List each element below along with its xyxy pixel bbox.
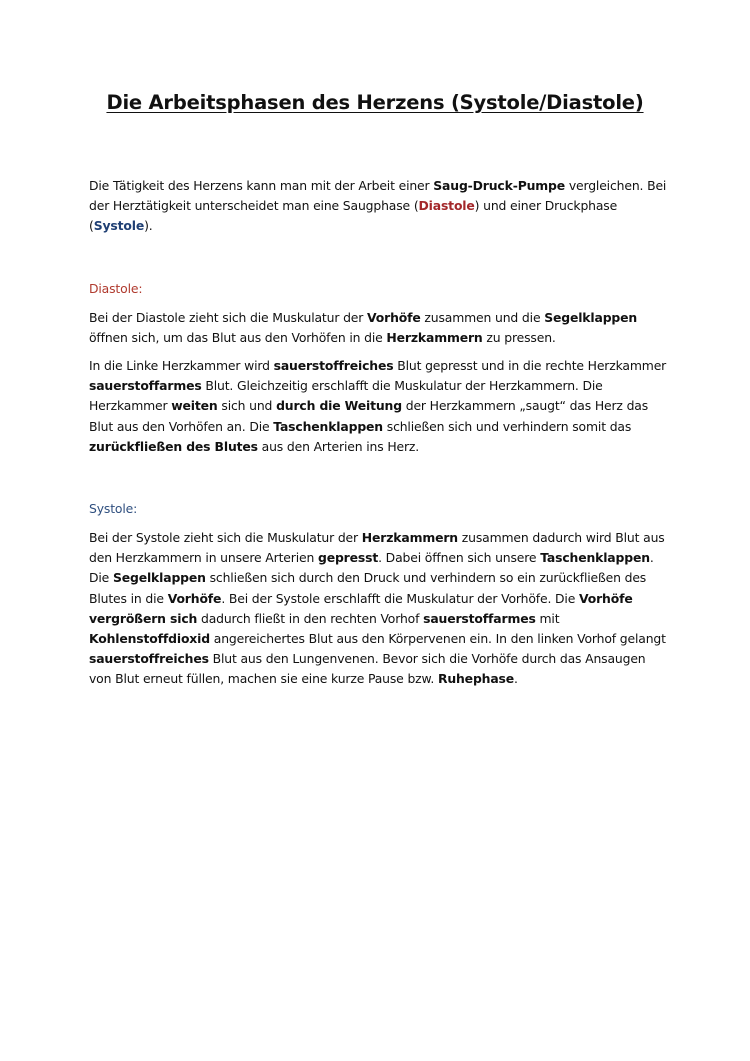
intro-text: vergleichen. Bei der Herztätigkeit unterscheidet man eine Saugphase ( <box>89 178 667 214</box>
systole-heading: Systole: <box>89 501 138 517</box>
bold-term: Vorhöfe <box>367 309 421 325</box>
body-text: zu pressen. <box>482 329 556 345</box>
body-text: Bei der Systole zieht sich die Muskulatur der <box>89 530 362 546</box>
bold-term: weiten <box>171 398 218 414</box>
page-title: Die Arbeitsphasen des Herzens (Systole/Diastole) <box>106 91 644 114</box>
bold-term: zurückfließen des Blutes <box>89 438 258 454</box>
systole-term: Systole <box>93 218 145 234</box>
body-text: angereichertes Blut aus den Körpervenen ein. In den linken Vorhof gelangt <box>209 631 666 647</box>
body-text: Blut. Gleichzeitig erschlafft die Muskulatur der Herzkammern. Die Herzkammer <box>89 378 603 414</box>
body-text: sich und <box>217 398 277 414</box>
bold-term: Herzkammern <box>386 329 483 345</box>
diastole-paragraph-2 <box>89 356 669 457</box>
body-text: . Die <box>89 550 654 586</box>
intro-text: Die Tätigkeit des Herzens kann man mit der Arbeit einer <box>89 178 434 193</box>
bold-term: Ruhephase <box>437 671 515 687</box>
bold-term: durch die Weitung <box>276 398 402 414</box>
body-text: zusammen und die <box>420 309 545 325</box>
intro-text: ). <box>144 218 153 234</box>
body-text: mit <box>535 610 560 626</box>
body-text: Bei der Diastole zieht sich die Muskulatur der <box>89 309 367 325</box>
bold-term: gepresst <box>317 550 379 566</box>
bold-term: sauerstoffarmes <box>423 610 536 626</box>
body-text: . Dabei öffnen sich unsere <box>378 550 541 566</box>
bold-term: Herzkammern <box>361 530 458 546</box>
diastole-paragraph-1 <box>89 308 669 348</box>
systole-paragraph-1 <box>89 528 669 690</box>
bold-term: Segelklappen <box>112 570 206 586</box>
diastole-term: Diastole <box>418 198 475 214</box>
body-text: öffnen sich, um das Blut aus den Vorhöfen in die <box>89 329 387 345</box>
bold-term: Vorhöfe vergrößern sich <box>89 590 633 626</box>
body-text: In die Linke Herzkammer wird <box>89 358 274 374</box>
body-text: dadurch fließt in den rechten Vorhof <box>197 610 424 626</box>
body-text: schließen sich durch den Druck und verhindern so ein zurückfließen des Blutes in die <box>89 570 647 606</box>
intro-paragraph <box>89 176 669 237</box>
bold-term: sauerstoffreiches <box>89 651 209 667</box>
bold-term: Taschenklappen <box>273 418 383 434</box>
body-text: aus den Arterien ins Herz. <box>257 438 420 454</box>
bold-term: Segelklappen <box>544 309 638 325</box>
body-text: schließen sich und verhindern somit das <box>382 418 632 434</box>
bold-term: Kohlenstoffdioxid <box>89 631 210 647</box>
body-text: zusammen dadurch wird Blut aus den Herzkammern in unsere Arterien <box>89 530 665 566</box>
intro-text: ) und einer Druckphase ( <box>89 198 618 234</box>
bold-term: Vorhöfe <box>167 590 222 606</box>
intro-bold-term: Saug-Druck-Pumpe <box>433 178 566 193</box>
diastole-heading: Diastole: <box>89 280 143 296</box>
bold-term: Taschenklappen <box>540 550 650 566</box>
body-text: Blut gepresst und in die rechte Herzkammer <box>393 358 667 374</box>
bold-term: sauerstoffreiches <box>273 358 394 374</box>
document-body <box>89 176 669 690</box>
bold-term: sauerstoffarmes <box>89 378 202 394</box>
body-text: Blut aus den Lungenvenen. Bevor sich die Vorhöfe durch das Ansaugen von Blut erneut füllen, machen sie eine kurze Pause bzw. <box>89 651 646 687</box>
body-text: der Herzkammern „saugt“ das Herz das Blut aus den Vorhöfen an. Die <box>89 398 649 434</box>
body-text: . <box>514 671 518 687</box>
body-text: . Bei der Systole erschlafft die Muskulatur der Vorhöfe. Die <box>221 590 579 606</box>
